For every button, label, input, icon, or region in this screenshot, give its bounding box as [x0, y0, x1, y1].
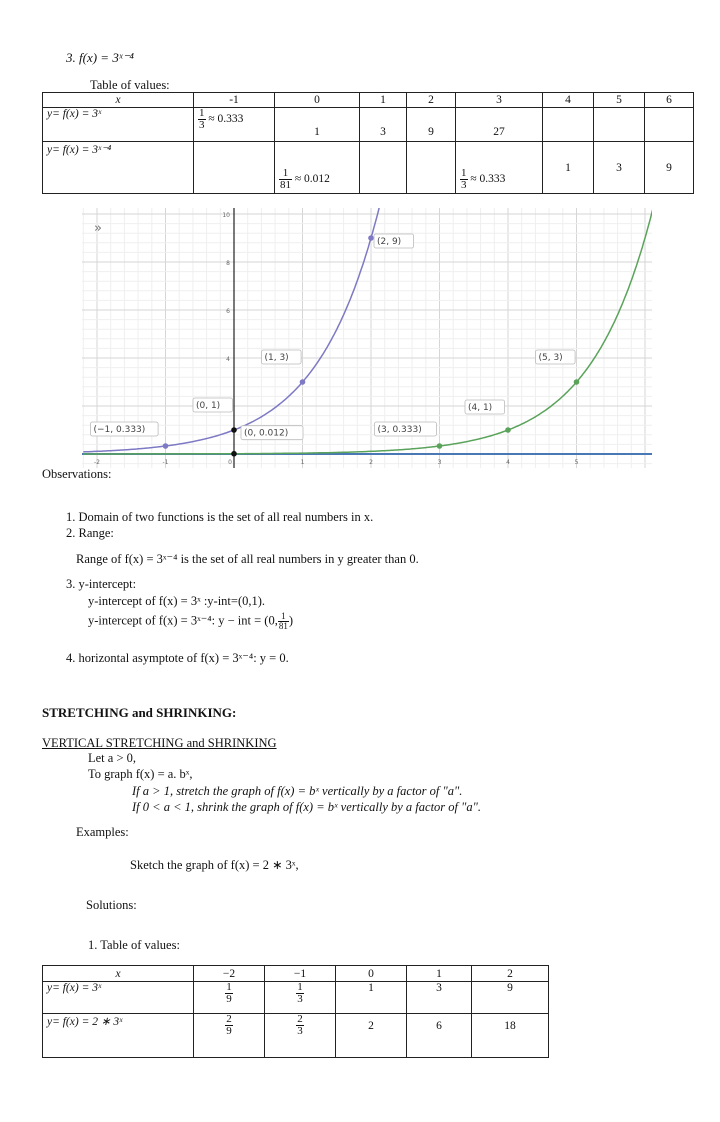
collapse-icon[interactable]: » [94, 221, 102, 236]
grid-lines [82, 208, 652, 468]
values-table-1 [42, 92, 694, 194]
x-tick-label: 5 [574, 459, 579, 466]
point-label: (5, 3) [538, 353, 563, 363]
table-header-cell: x [43, 93, 194, 108]
range-text: Range of f(x) = 3ˣ⁻⁴ is the set of all real numbers in y greater than 0. [76, 552, 419, 566]
row-label: y= f(x) = 3ˣ [43, 108, 194, 142]
table-cell: $\frac{1}{9}$ [194, 982, 265, 1014]
table-cell: 18 [472, 1014, 549, 1058]
table-header-cell: -1 [194, 93, 275, 108]
table-header-cell: 1 [407, 966, 472, 982]
yint-line: y-intercept of f(x) = 3ˣ⁻⁴: y − int = (0, $\frac{1}{81}$ ) [88, 611, 294, 631]
table-header-cell: 6 [645, 93, 694, 108]
table-header-cell: −2 [194, 966, 265, 982]
y-tick-label: 10 [222, 212, 230, 219]
table-header-row [43, 966, 549, 982]
table-cell [645, 108, 694, 142]
table-header-cell: 2 [407, 93, 456, 108]
point-label: (2, 9) [377, 237, 402, 247]
table-cell: 9 [645, 142, 694, 194]
table-header-cell: −1 [265, 966, 336, 982]
table-header-cell: x [43, 966, 194, 982]
table-cell: 2 [336, 1014, 407, 1058]
to-graph-text: To graph f(x) = a. bˣ, [88, 767, 193, 781]
x-tick-label: 2 [369, 459, 373, 466]
axes [82, 208, 652, 468]
table-header-row [43, 93, 694, 108]
x-tick-label: 4 [506, 459, 510, 466]
yint-line: y-intercept of f(x) = 3ˣ :y-int=(0,1). [88, 594, 266, 608]
data-point [437, 443, 443, 449]
table-header-cell: 0 [336, 966, 407, 982]
y-tick-label: 8 [226, 260, 230, 267]
table-cell: 1 [543, 142, 594, 194]
table-cell: 1 [275, 108, 360, 142]
curves [83, 208, 652, 454]
table-cell: 9 [472, 982, 549, 1014]
x-tick-label: 0 [228, 459, 232, 466]
table-cell [594, 108, 645, 142]
point-label: (0, 1) [196, 401, 221, 411]
x-tick-label: 3 [437, 459, 442, 466]
table-cell [194, 142, 275, 194]
data-point [231, 451, 237, 457]
table-cell: $\frac{2}{3}$ [265, 1014, 336, 1058]
table-cell: 3 [594, 142, 645, 194]
table-cell: $\frac{1}{3}$ ≈ 0.333 [194, 108, 275, 142]
let-text: Let a > 0, [88, 751, 137, 765]
y-tick-label: 6 [226, 308, 230, 315]
data-point [368, 235, 374, 241]
x-tick-label: -2 [94, 459, 100, 466]
yint-title: 3. y-intercept: [66, 577, 137, 591]
table-cell: $\frac{1}{3}$ [265, 982, 336, 1014]
row-label: y= f(x) = 3ˣ⁻⁴ [43, 142, 194, 194]
table-cell: $\frac{2}{9}$ [194, 1014, 265, 1058]
table-cell [543, 108, 594, 142]
table-cell [407, 142, 456, 194]
y-tick-label: 4 [226, 356, 230, 363]
table-cell: 1 [336, 982, 407, 1014]
point-label: (1, 3) [264, 353, 289, 363]
data-point [231, 427, 237, 433]
data-point [300, 379, 306, 385]
table-row [43, 142, 694, 194]
exponential-graph[interactable] [82, 208, 652, 468]
observation-item: 2. Range: [66, 526, 114, 540]
table-header-cell: 4 [543, 93, 594, 108]
section-subtitle: VERTICAL STRETCHING and SHRINKING [42, 736, 277, 750]
point-label: (−1, 0.333) [93, 425, 146, 436]
section-title: STRETCHING and SHRINKING: [42, 705, 237, 720]
table-caption: 1. Table of values: [88, 938, 180, 952]
table-header-cell: 1 [360, 93, 407, 108]
table-row [43, 108, 694, 142]
row-label: y= f(x) = 2 ∗ 3ˣ [43, 1014, 194, 1058]
point-label: (0, 0.012) [244, 428, 289, 439]
values-table-2 [42, 965, 549, 1058]
table-header-cell: 3 [456, 93, 543, 108]
table-header-cell: 5 [594, 93, 645, 108]
table-cell: $\frac{1}{3}$ ≈ 0.333 [456, 142, 543, 194]
row-label: y= f(x) = 3ˣ [43, 982, 194, 1014]
table-cell: 3 [407, 982, 472, 1014]
observations-title: Observations: [42, 467, 112, 481]
table-cell: $\frac{1}{81}$ ≈ 0.012 [275, 142, 360, 194]
solutions-label: Solutions: [86, 898, 137, 912]
table-row [43, 982, 549, 1014]
point-label: (4, 1) [468, 403, 493, 413]
x-tick-label: 1 [300, 459, 305, 466]
stretch-rule: If a > 1, stretch the graph of f(x) = bˣ vertically by a factor of "a". [132, 784, 463, 798]
table-caption: Table of values: [90, 78, 170, 92]
observation-item: 1. Domain of two functions is the set of all real numbers in x. [66, 510, 374, 524]
sketch-text: Sketch the graph of f(x) = 2 ∗ 3ˣ, [130, 858, 299, 872]
series-curve [83, 208, 652, 454]
data-point [163, 443, 169, 449]
shrink-rule: If 0 < a < 1, shrink the graph of f(x) = bˣ vertically by a factor of "a". [132, 800, 481, 814]
point-label: (3, 0.333) [377, 425, 422, 436]
table-cell: 3 [360, 108, 407, 142]
data-point [574, 379, 580, 385]
table-row [43, 1014, 549, 1058]
table-cell [360, 142, 407, 194]
x-tick-label: -1 [162, 459, 169, 466]
problem-heading: 3. f(x) = 3ˣ⁻⁴ [66, 50, 134, 65]
data-point [505, 427, 511, 433]
asymptote-text: 4. horizontal asymptote of f(x) = 3ˣ⁻⁴: y = 0. [66, 651, 289, 665]
table-header-cell: 2 [472, 966, 549, 982]
table-header-cell: 0 [275, 93, 360, 108]
examples-label: Examples: [76, 825, 129, 839]
table-cell: 27 [456, 108, 543, 142]
table-cell: 6 [407, 1014, 472, 1058]
table-cell: 9 [407, 108, 456, 142]
